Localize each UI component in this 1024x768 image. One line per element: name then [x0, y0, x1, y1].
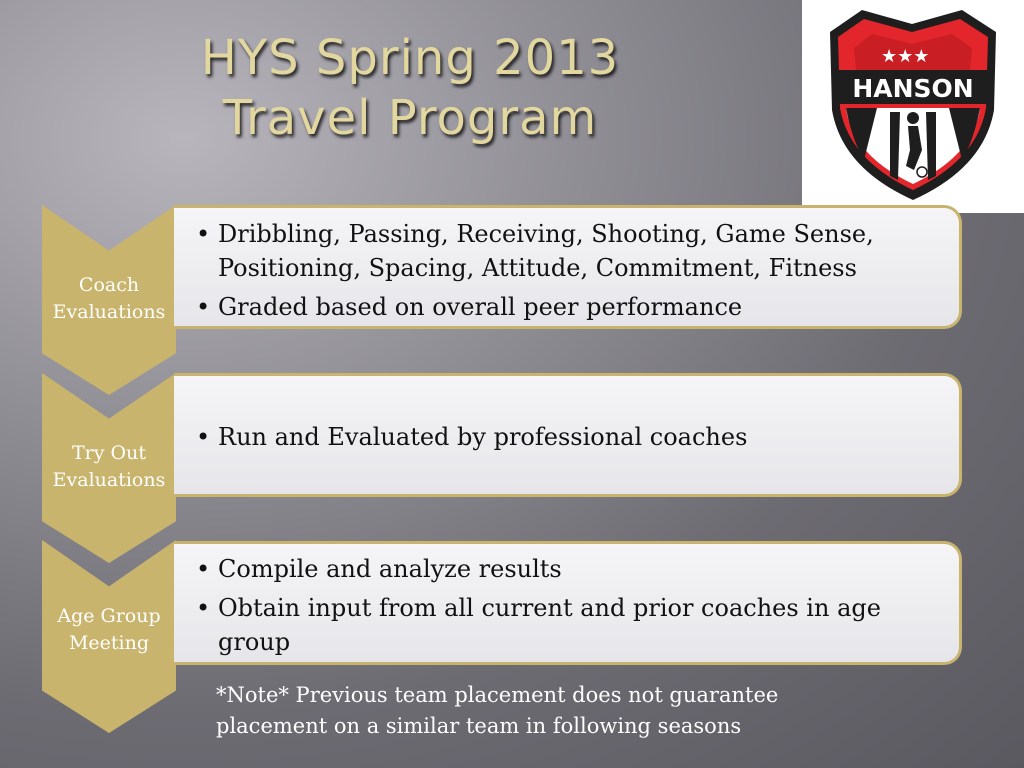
step-label-age-group-meeting: Age Group Meeting — [57, 605, 161, 654]
bullet-item: • Dribbling, Passing, Receiving, Shooting, Game Sense, Positioning, Spacing, Attitude, Commitment, Fitness — [218, 217, 959, 285]
slide-title — [150, 28, 670, 148]
bullet-item: • Obtain input from all current and prior coaches in age group — [218, 591, 959, 659]
step-box-age-group-meeting — [174, 541, 962, 665]
bullet-item: • Run and Evaluated by professional coaches — [218, 420, 959, 454]
hanson-logo — [802, 0, 1024, 213]
step-box-try-out-evaluations — [174, 373, 962, 497]
step-label-coach-evaluations: Coach Evaluations — [52, 274, 166, 323]
shield-icon — [830, 10, 996, 200]
title-line-1: HYS Spring 2013 — [200, 30, 620, 86]
bullet-item: • Graded based on overall peer performance — [218, 290, 959, 324]
logo-text: HANSON — [852, 74, 974, 103]
bullet-item: • Compile and analyze results — [218, 552, 959, 586]
title-line-2: Travel Program — [222, 90, 598, 146]
svg-text:★★★: ★★★ — [881, 46, 930, 67]
placement-note: *Note* Previous team placement does not guarantee placement on a similar team in following seasons — [216, 683, 779, 738]
step-box-coach-evaluations — [174, 205, 962, 329]
step-label-try-out-evaluations: Try Out Evaluations — [52, 442, 166, 491]
